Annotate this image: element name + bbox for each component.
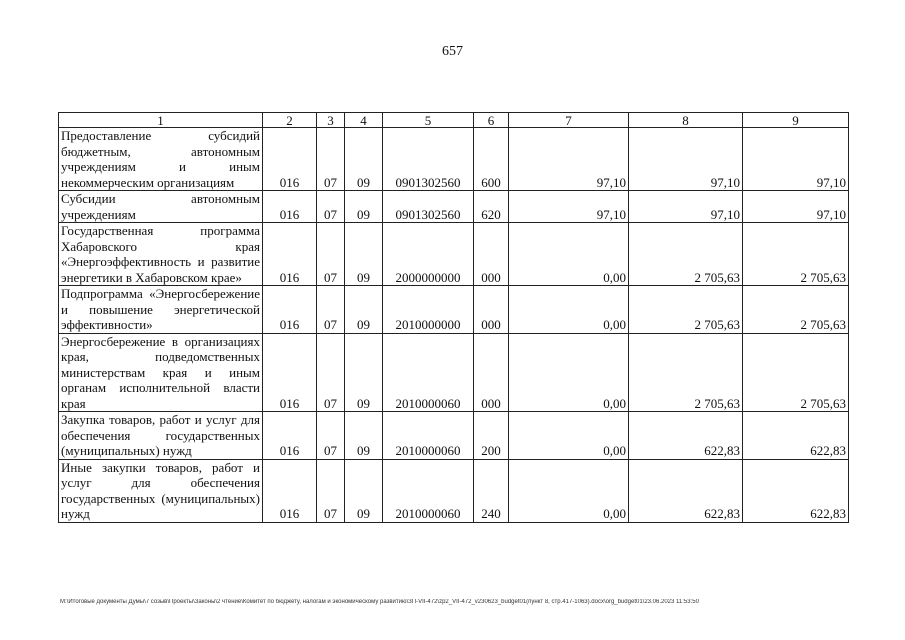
row-col5: 0901302560 <box>383 191 474 223</box>
row-col8: 2 705,63 <box>629 223 743 286</box>
row-col5: 2010000060 <box>383 459 474 522</box>
row-col8: 622,83 <box>629 459 743 522</box>
row-col7: 0,00 <box>509 286 629 334</box>
row-col9: 622,83 <box>743 412 849 460</box>
row-col7: 0,00 <box>509 412 629 460</box>
header-col-6: 6 <box>474 113 509 128</box>
row-col2: 016 <box>263 223 317 286</box>
row-col3: 07 <box>317 333 345 412</box>
row-col8: 97,10 <box>629 128 743 191</box>
row-name: Подпрограмма «Энергосбережение и повышение энергетической эффективности» <box>59 286 263 334</box>
row-col4: 09 <box>345 223 383 286</box>
row-col2: 016 <box>263 412 317 460</box>
row-col9: 97,10 <box>743 128 849 191</box>
table-row <box>59 191 849 223</box>
row-col6: 000 <box>474 223 509 286</box>
row-col6: 240 <box>474 459 509 522</box>
row-col8: 97,10 <box>629 191 743 223</box>
row-col4: 09 <box>345 459 383 522</box>
row-col9: 2 705,63 <box>743 223 849 286</box>
row-col8: 2 705,63 <box>629 286 743 334</box>
row-col7: 97,10 <box>509 191 629 223</box>
table-row <box>59 459 849 522</box>
row-col7: 0,00 <box>509 223 629 286</box>
budget-table <box>58 112 849 523</box>
row-name: Предоставление субсидий бюджетным, автономным учреждениям и иным некоммерческим организациям <box>59 128 263 191</box>
row-col9: 97,10 <box>743 191 849 223</box>
row-name: Субсидии автономным учреждениям <box>59 191 263 223</box>
row-col5: 0901302560 <box>383 128 474 191</box>
row-col7: 0,00 <box>509 333 629 412</box>
table-row <box>59 128 849 191</box>
header-col-1: 1 <box>59 113 263 128</box>
row-col5: 2010000060 <box>383 333 474 412</box>
header-col-9: 9 <box>743 113 849 128</box>
header-col-5: 5 <box>383 113 474 128</box>
table-row <box>59 286 849 334</box>
table-row <box>59 223 849 286</box>
row-col5: 2010000000 <box>383 286 474 334</box>
header-row <box>59 113 849 128</box>
row-col4: 09 <box>345 191 383 223</box>
row-col9: 622,83 <box>743 459 849 522</box>
header-col-3: 3 <box>317 113 345 128</box>
row-col4: 09 <box>345 286 383 334</box>
row-col2: 016 <box>263 459 317 522</box>
row-col8: 2 705,63 <box>629 333 743 412</box>
row-col6: 600 <box>474 128 509 191</box>
document-footer-path: M:\Итоговые документы Думы\7 созыв\Проекты\Законы\2 чтение\Комитет по бюджету, налогам и экономическому развитию\ЗП-VII-472\zp2_VII-472_v230623_budget01(пункт 8, стр.417-1063).docx\org_budget01\23.06.2023 11:53:50 <box>60 599 699 605</box>
page-number: 657 <box>442 44 463 59</box>
row-name: Иные закупки товаров, работ и услуг для обеспечения государственных (муниципальных) нужд <box>59 459 263 522</box>
header-col-7: 7 <box>509 113 629 128</box>
row-col6: 000 <box>474 286 509 334</box>
row-col4: 09 <box>345 412 383 460</box>
row-col4: 09 <box>345 128 383 191</box>
row-col3: 07 <box>317 286 345 334</box>
row-col2: 016 <box>263 286 317 334</box>
table-row <box>59 412 849 460</box>
row-col2: 016 <box>263 333 317 412</box>
row-col3: 07 <box>317 191 345 223</box>
row-col6: 620 <box>474 191 509 223</box>
table-row <box>59 333 849 412</box>
row-col3: 07 <box>317 223 345 286</box>
row-col4: 09 <box>345 333 383 412</box>
row-name: Закупка товаров, работ и услуг для обеспечения государственных (муниципальных) нужд <box>59 412 263 460</box>
row-name: Государственная программа Хабаровского края «Энергоэффективность и развитие энергетики в Хабаровском крае» <box>59 223 263 286</box>
row-col6: 200 <box>474 412 509 460</box>
row-col9: 2 705,63 <box>743 286 849 334</box>
row-col3: 07 <box>317 412 345 460</box>
row-col2: 016 <box>263 191 317 223</box>
row-col9: 2 705,63 <box>743 333 849 412</box>
row-col6: 000 <box>474 333 509 412</box>
row-col3: 07 <box>317 128 345 191</box>
header-col-4: 4 <box>345 113 383 128</box>
row-col2: 016 <box>263 128 317 191</box>
row-col3: 07 <box>317 459 345 522</box>
row-name: Энергосбережение в организациях края, подведомственных министерствам края и иным органам исполнительной власти края <box>59 333 263 412</box>
row-col7: 0,00 <box>509 459 629 522</box>
row-col5: 2010000060 <box>383 412 474 460</box>
row-col5: 2000000000 <box>383 223 474 286</box>
row-col7: 97,10 <box>509 128 629 191</box>
header-col-2: 2 <box>263 113 317 128</box>
header-col-8: 8 <box>629 113 743 128</box>
row-col8: 622,83 <box>629 412 743 460</box>
